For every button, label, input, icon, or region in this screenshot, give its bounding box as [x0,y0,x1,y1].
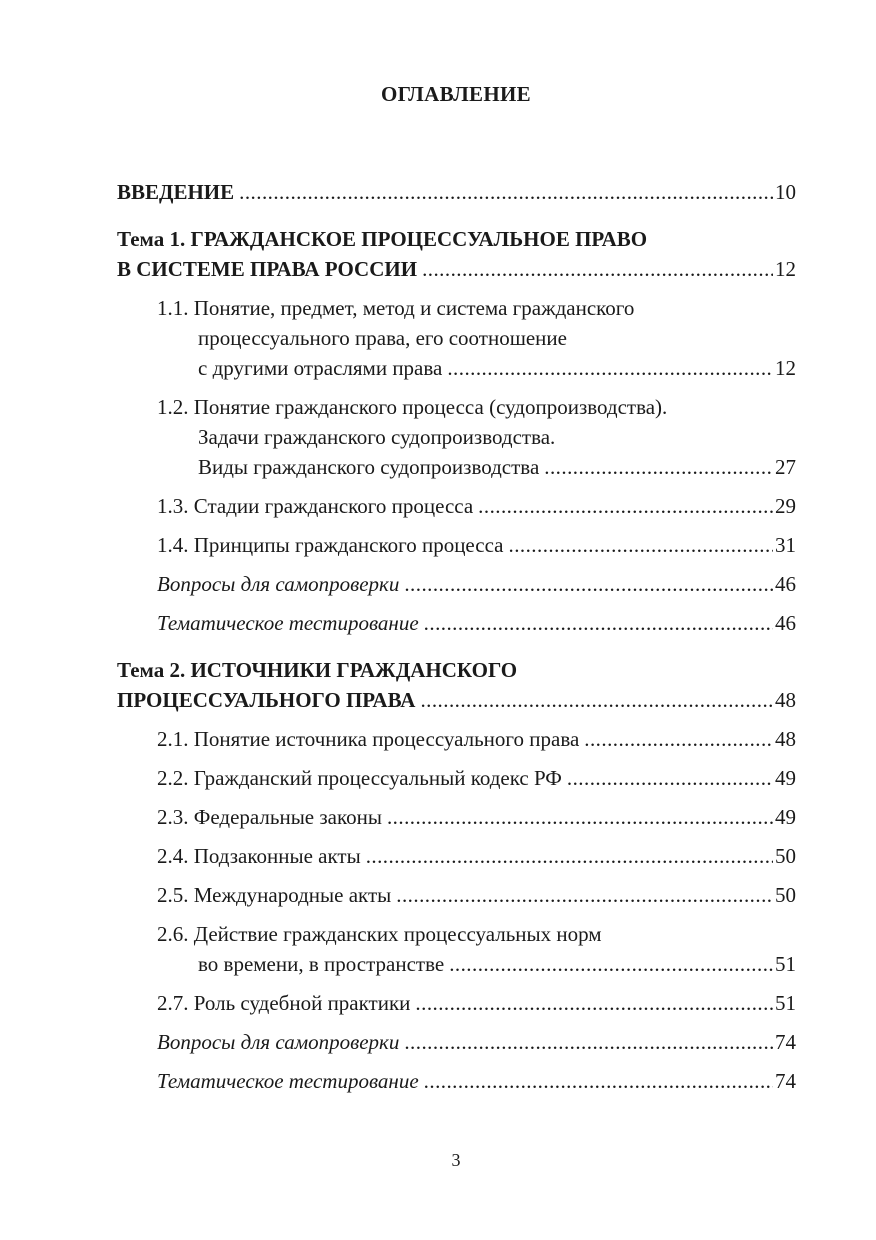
topic-title-line-2: ПРОЦЕССУАЛЬНОГО ПРАВА [117,688,416,712]
dot-leader [422,254,773,284]
dot-leader [420,685,773,715]
toc-page-number: 46 [775,611,796,635]
section-line: процессуального права, его соотношение [198,326,567,350]
testing-label: Тематическое тестирование [157,1069,419,1093]
toc-page-number: 50 [775,844,796,868]
section-line: 2.5. Международные акты [157,883,392,907]
section-line: 2.7. Роль судебной практики [157,991,411,1015]
toc-testing-2[interactable] [117,1066,796,1096]
dot-leader [404,1027,773,1057]
toc-entry-intro[interactable] [117,177,796,207]
section-line: 2.3. Федеральные законы [157,805,382,829]
section-line: 2.4. Подзаконные акты [157,844,361,868]
toc-section-2-7[interactable] [117,988,796,1018]
section-line: Задачи гражданского судопроизводства. [198,425,556,449]
toc-page-number: 74 [775,1030,796,1054]
toc-page-number: 46 [775,572,796,596]
questions-label: Вопросы для самопроверки [157,572,400,596]
toc-topic-2[interactable] [117,655,796,715]
toc-page-number: 27 [775,455,796,479]
dot-leader [478,491,773,521]
toc-section-2-6[interactable] [117,919,796,979]
dot-leader [584,724,773,754]
section-line: 2.6. Действие гражданских процессуальных норм [157,922,602,946]
topic-title-line-1: ГРАЖДАНСКОЕ ПРОЦЕССУАЛЬНОЕ ПРАВО [190,227,648,251]
dot-leader [387,802,773,832]
dot-leader [404,569,773,599]
toc-page-number: 48 [775,688,796,712]
toc-page-number: 74 [775,1069,796,1093]
toc-section-1-4[interactable] [117,530,796,560]
dot-leader [424,608,773,638]
toc-section-1-1[interactable] [117,293,796,383]
topic-title-line-2: В СИСТЕМЕ ПРАВА РОССИИ [117,257,418,281]
toc-testing-1[interactable] [117,608,796,638]
page-number: 3 [451,1150,461,1170]
dot-leader [449,949,773,979]
dot-leader [567,763,773,793]
topic-prefix: Тема 1. [117,227,191,251]
toc-section-2-5[interactable] [117,880,796,910]
toc-page-number: 31 [775,533,796,557]
testing-label: Тематическое тестирование [157,611,419,635]
toc-topic-1[interactable] [117,224,796,284]
section-line: 1.1. Понятие, предмет, метод и система гражданского [157,296,635,320]
dot-leader [239,177,773,207]
section-line: 1.3. Стадии гражданского процесса [157,494,474,518]
section-line: 2.1. Понятие источника процессуального права [157,727,580,751]
topic-title-line-1: ИСТОЧНИКИ ГРАЖДАНСКОГО [190,658,518,682]
toc-section-2-2[interactable] [117,763,796,793]
toc-page-number: 12 [775,257,796,281]
dot-leader [366,841,773,871]
toc-section-1-2[interactable] [117,392,796,482]
page-title: ОГЛАВЛЕНИЕ [381,82,531,106]
toc-page-number: 12 [775,356,796,380]
toc-page-number: 51 [775,952,796,976]
dot-leader [544,452,773,482]
toc-section-2-1[interactable] [117,724,796,754]
dot-leader [447,353,773,383]
toc-questions-2[interactable] [117,1027,796,1057]
section-line: 2.2. Гражданский процессуальный кодекс РФ [157,766,562,790]
toc-section-1-3[interactable] [117,491,796,521]
dot-leader [415,988,773,1018]
toc-page-number: 50 [775,883,796,907]
toc-section-2-3[interactable] [117,802,796,832]
toc-page-number: 49 [775,766,796,790]
toc-page-number: 29 [775,494,796,518]
section-line: 1.2. Понятие гражданского процесса (судопроизводства). [157,395,668,419]
topic-prefix: Тема 2. [117,658,191,682]
toc-page-number: 51 [775,991,796,1015]
dot-leader [424,1066,773,1096]
toc-questions-1[interactable] [117,569,796,599]
section-line: с другими отраслями права [198,356,443,380]
dot-leader [509,530,774,560]
toc-page-number: 49 [775,805,796,829]
questions-label: Вопросы для самопроверки [157,1030,400,1054]
section-line: Виды гражданского судопроизводства [198,455,540,479]
toc-section-2-4[interactable] [117,841,796,871]
section-line: во времени, в пространстве [198,952,445,976]
toc-page-number: 10 [775,180,796,204]
dot-leader [396,880,773,910]
section-line: 1.4. Принципы гражданского процесса [157,533,504,557]
toc-entry-label: ВВЕДЕНИЕ [117,180,235,204]
toc-page-number: 48 [775,727,796,751]
table-of-contents [117,177,796,1096]
